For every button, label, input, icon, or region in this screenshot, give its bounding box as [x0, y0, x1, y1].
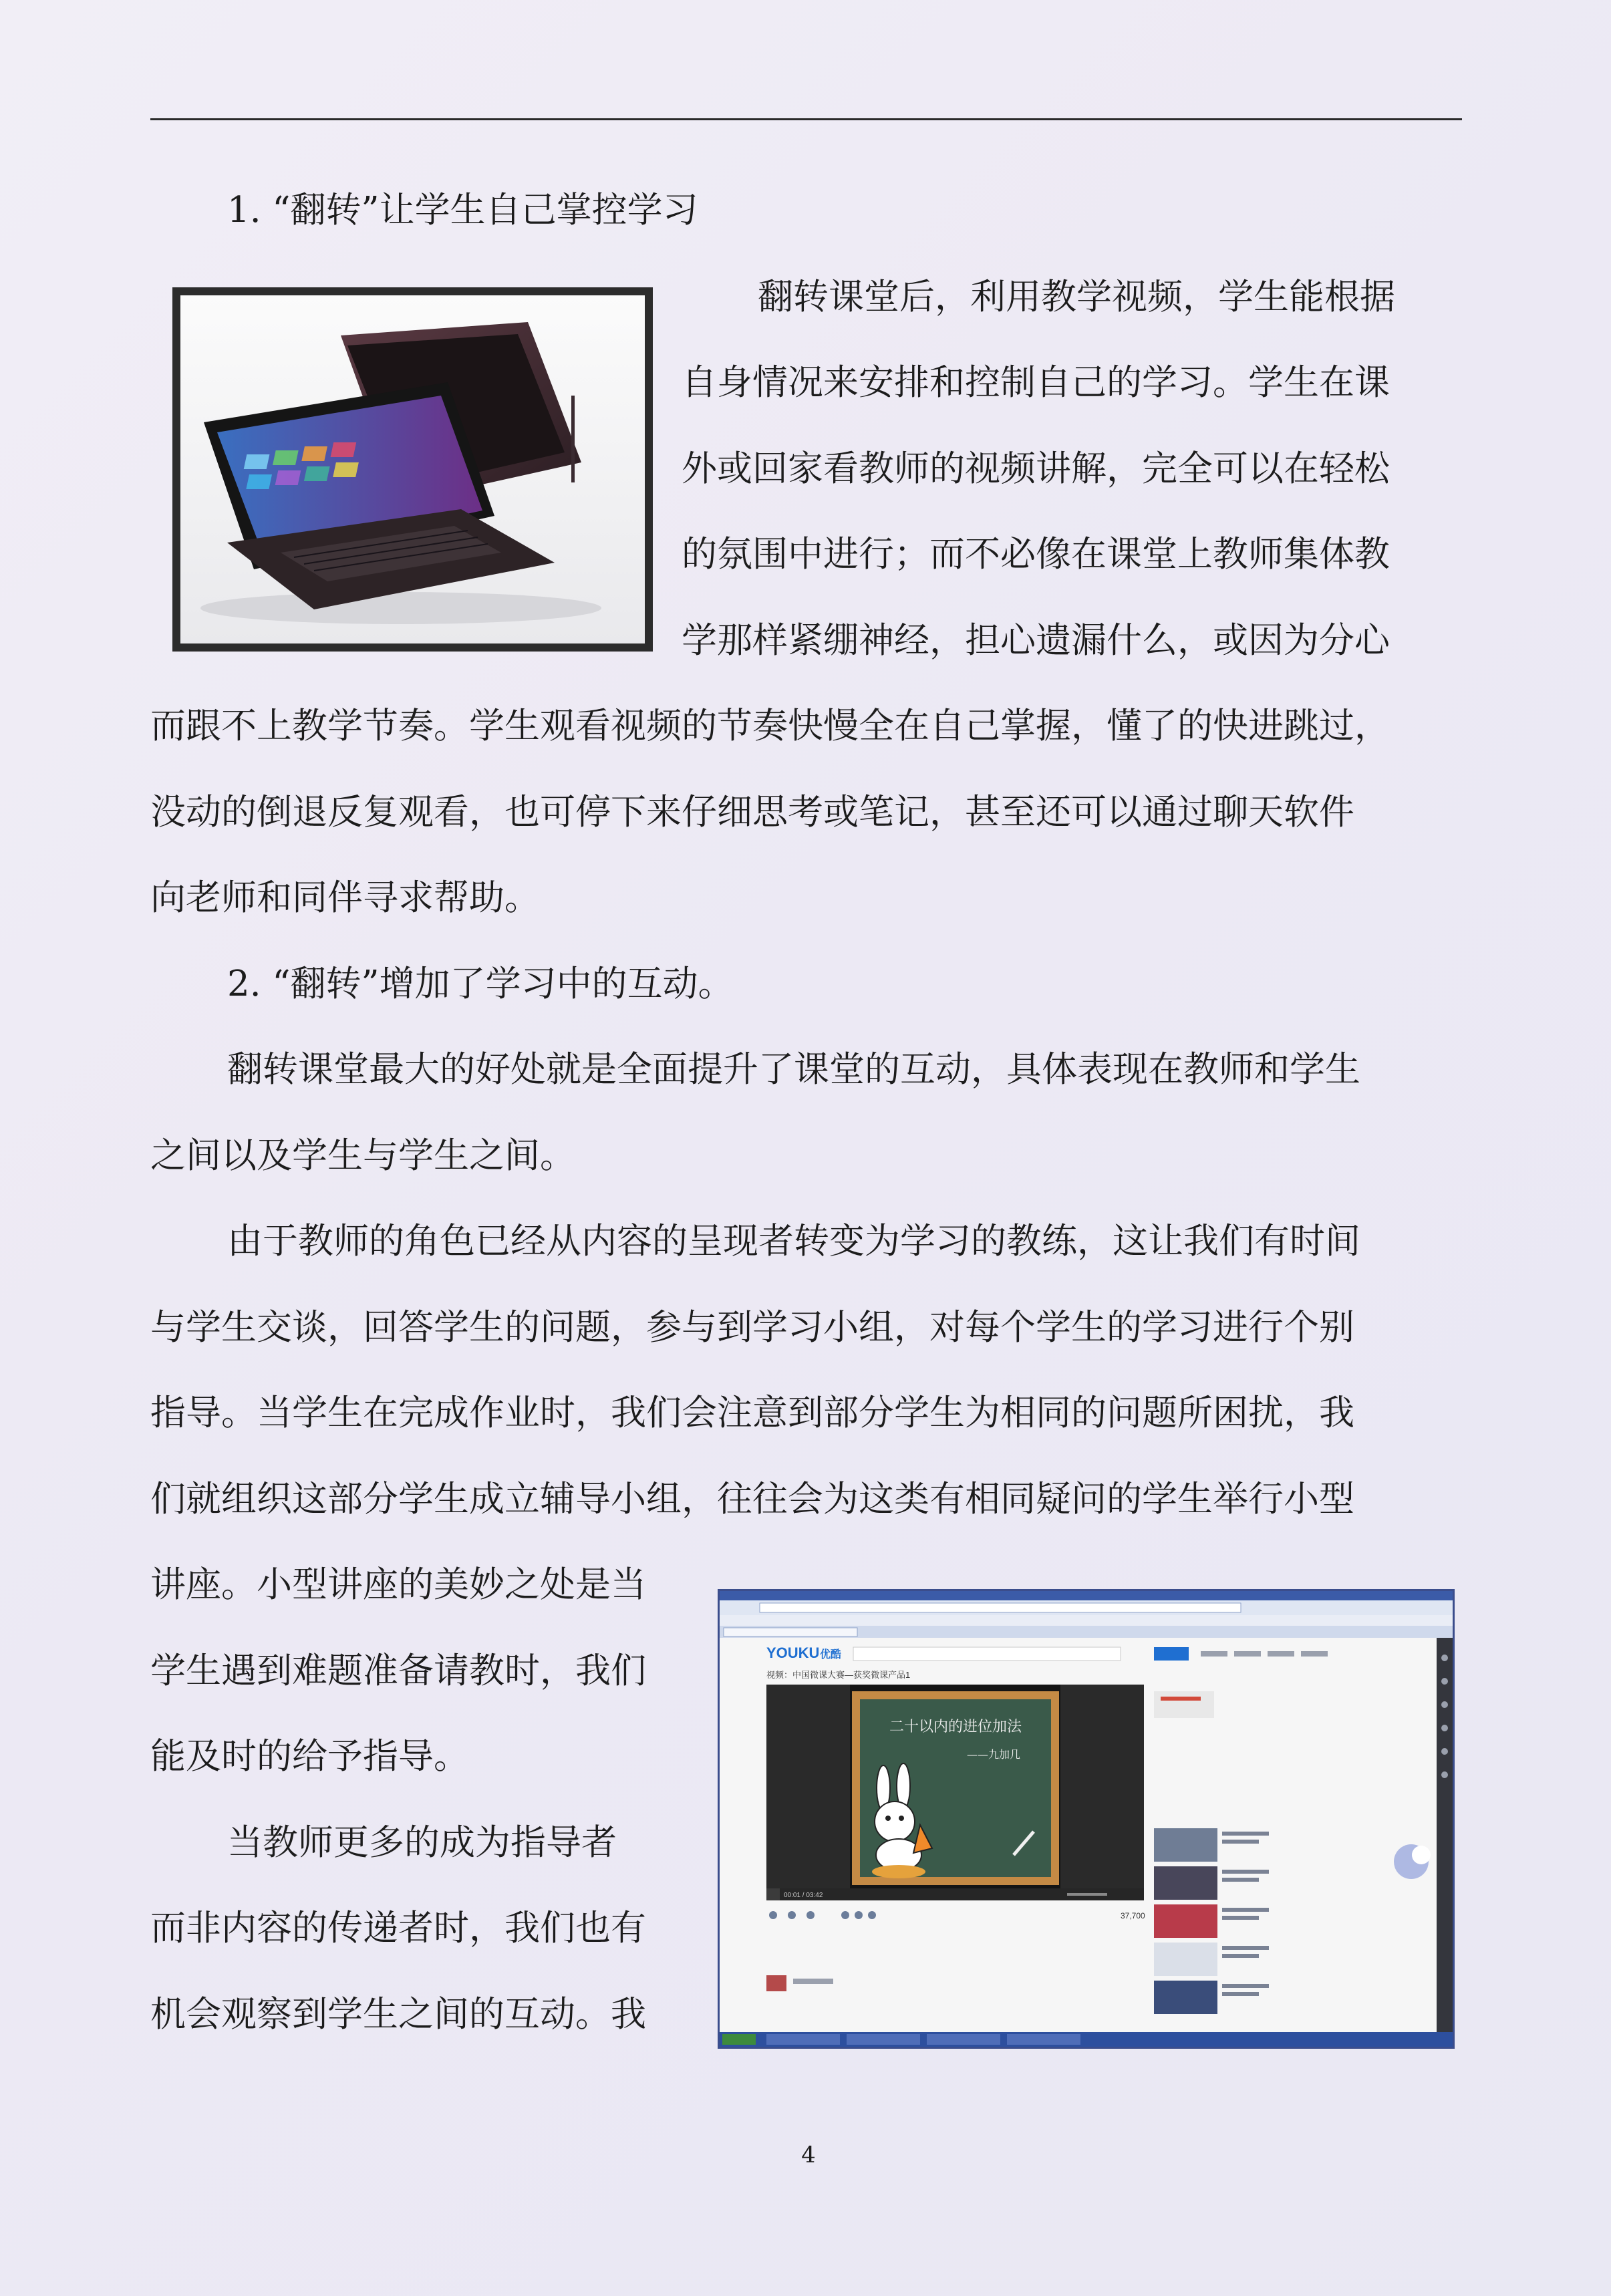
paragraph-4-line-2: 而非内容的传递者时，我们也有 [150, 1908, 646, 1949]
section-heading-2: 2. “翻转”增加了学习中的互动。 [227, 964, 734, 1004]
paragraph-1-line-4: 的氛围中进行；而不必像在课堂上教师集体教 [682, 534, 1390, 575]
page-number: 4 [801, 2142, 816, 2168]
paragraph-3-line-2: 与学生交谈，回答学生的问题，参与到学习小组，对每个学生的学习进行个别 [150, 1307, 1354, 1348]
paragraph-3-line-7: 能及时的给予指导。 [150, 1736, 469, 1777]
blackboard-title: 二十以内的进位加法 [889, 1719, 1022, 1735]
volume-slider[interactable] [1067, 1893, 1107, 1896]
paragraph-3-line-4: 们就组织这部分学生成立辅导小组，往往会为这类有相同疑问的学生举行小型 [150, 1479, 1354, 1520]
youku-logo-cn: 优酷 [820, 1649, 842, 1661]
view-count: 37,700 [1121, 1911, 1145, 1920]
paragraph-3-line-1: 由于教师的角色已经从内容的呈现者转变为学习的教练，这让我们有时间 [227, 1221, 1360, 1262]
video-site-screenshot [718, 1589, 1455, 2049]
paragraph-1-line-1: 翻转课堂后，利用教学视频，学生能根据 [758, 277, 1395, 317]
paragraph-3-line-5: 讲座。小型讲座的美妙之处是当 [150, 1564, 646, 1605]
paragraph-1-line-5: 学那样紧绷神经，担心遗漏什么，或因为分心 [682, 620, 1390, 661]
header-rule [150, 118, 1462, 120]
paragraph-1-line-8: 向老师和同伴寻求帮助。 [150, 877, 540, 918]
laptop-illustration [180, 295, 645, 643]
paragraph-1-line-2: 自身情况来安排和控制自己的学习。学生在课 [682, 362, 1390, 403]
paragraph-4-line-1: 当教师更多的成为指导者 [227, 1822, 617, 1863]
site-search-button[interactable] [1154, 1647, 1189, 1661]
video-title: 视频：中国微课大赛—获奖微课产品1 [766, 1670, 911, 1680]
paragraph-3-line-3: 指导。当学生在完成作业时，我们会注意到部分学生为相同的问题所困扰，我 [150, 1393, 1354, 1433]
youku-logo: YOUKU [766, 1644, 820, 1661]
paragraph-2-line-2: 之间以及学生与学生之间。 [150, 1135, 575, 1176]
paragraph-1-line-3: 外或回家看教师的视频讲解，完全可以在轻松 [682, 448, 1390, 489]
paragraph-4-line-3: 机会观察到学生之间的互动。我 [150, 1994, 646, 2035]
play-button[interactable] [766, 1888, 780, 1900]
video-timecode: 00:01 / 03:42 [784, 1892, 823, 1899]
paragraph-1-line-7: 没动的倒退反复观看，也可停下来仔细思考或笔记，甚至还可以通过聊天软件 [150, 792, 1354, 833]
section-heading-1: 1. “翻转”让学生自己掌控学习 [227, 190, 698, 231]
paragraph-2-line-1: 翻转课堂最大的好处就是全面提升了课堂的互动，具体表现在教师和学生 [227, 1049, 1360, 1090]
paragraph-3-line-6: 学生遇到难题准备请教时，我们 [150, 1651, 646, 1691]
paragraph-1-line-6: 而跟不上教学节奏。学生观看视频的节奏快慢全在自己掌握，懂了的快进跳过， [150, 706, 1390, 746]
blackboard-author: ——九加几 [966, 1748, 1021, 1761]
browser-window [720, 1591, 1453, 2047]
site-search-input[interactable] [853, 1647, 1121, 1661]
laptop-photo [172, 287, 653, 652]
